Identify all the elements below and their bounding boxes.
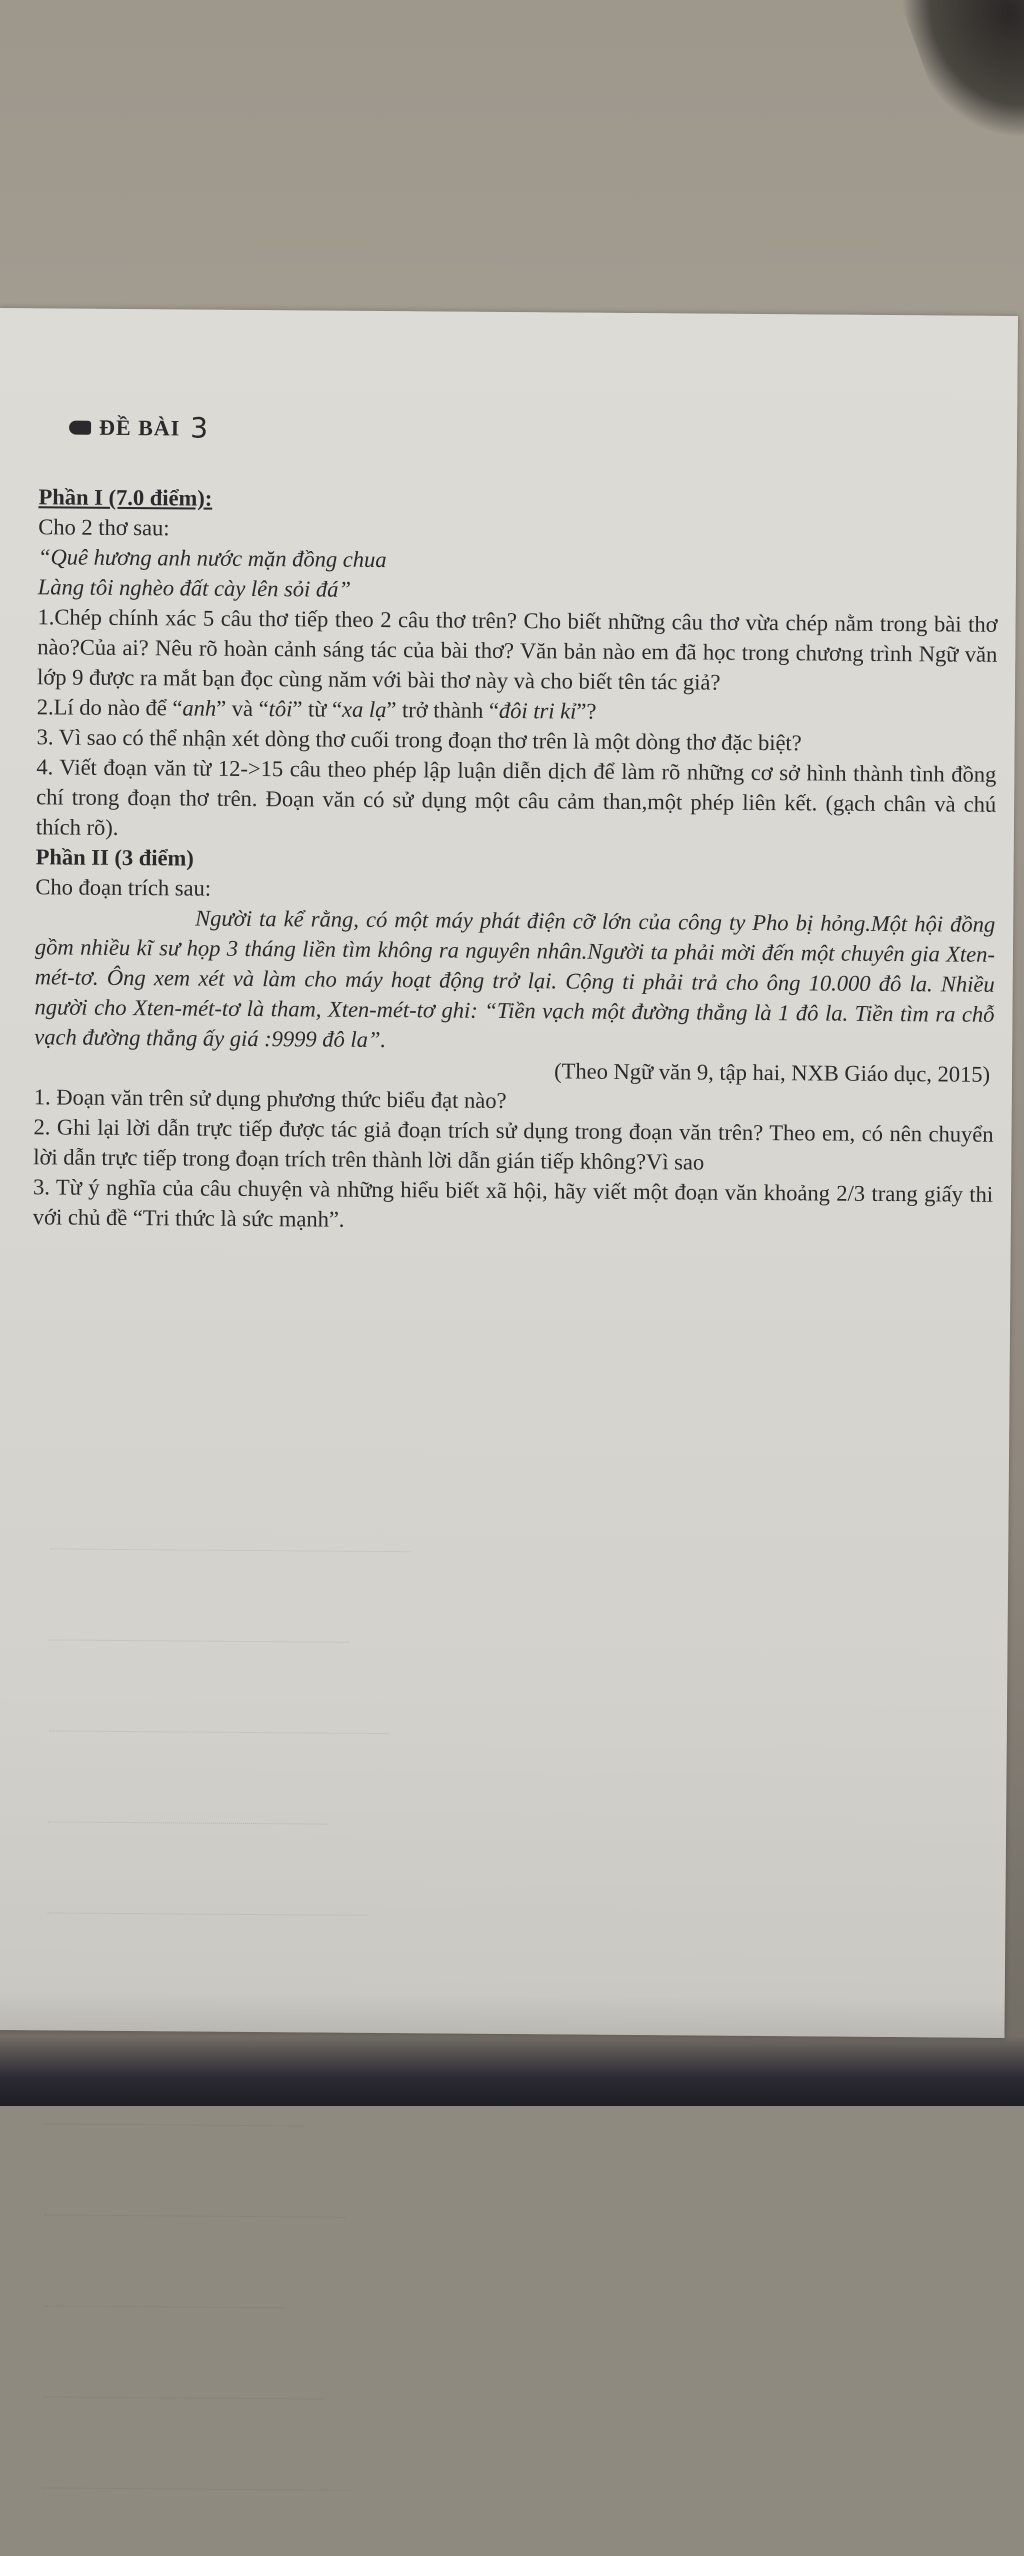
part2-heading: Phần II (3 điểm): [35, 844, 194, 871]
q2-toi: tôi: [268, 696, 293, 722]
q2-mid2: ” từ “: [292, 696, 343, 722]
part1-question-1: 1.Chép chính xác 5 câu thơ tiếp theo 2 câu thơ trên? Cho biết những câu thơ vừa chép nằm trong bài thơ nào?Của ai? Nêu rõ hoàn cảnh sáng tác của bài thơ? Văn bản nào em đã học trong chương trình Ngữ văn lớp 9 được ra mắt bạn đọc cùng năm với bài thơ này và cho biết tên tác giả?: [37, 604, 998, 695]
q2-mid1: ” và “: [216, 695, 269, 722]
q2-anh: anh: [182, 695, 217, 721]
q2-doitriki: đôi tri kỉ: [498, 697, 577, 724]
part1-question-3: 3. Vì sao có thể nhận xét dòng thơ cuối trong đoạn thơ trên là một dòng thơ đặc biệt?: [36, 724, 802, 756]
exam-content: [33, 412, 999, 1240]
part2-passage: Người ta kể rằng, có một máy phát điện cỡ lớn của công ty Pho bị hỏng.Một hội đồng gồm nhiều kĩ sư họp 3 tháng liền tìm không ra nguyên nhân.Người ta phải mời đến một chuyên gia Xten-mét-tơ. Ông xem xét và làm cho máy hoạt động trở lại. Cộng ti phải trả cho ông 10.000 đô la. Nhiều người cho Xten-mét-tơ là tham, Xten-mét-tơ ghi: “Tiền vạch một đường thẳng là 1 đô la. Tiền tìm ra chỗ vạch đường thẳng ấy giá :9999 đô la”.: [34, 905, 996, 1053]
q2-suffix: ”?: [576, 698, 597, 724]
part1-heading: Phần I (7.0 điểm):: [38, 484, 213, 511]
poem-line-2: Làng tôi nghèo đất cày lên sỏi đá”: [37, 574, 352, 602]
part2-question-1: 1. Đoạn văn trên sử dụng phương thức biểu đạt nào?: [33, 1084, 507, 1114]
bullet-icon: [69, 421, 91, 435]
q2-mid3: ” trở thành “: [386, 697, 500, 723]
part2-intro: Cho đoạn trích sau:: [35, 874, 212, 901]
poem-line-1: “Quê hương anh nước mặn đồng chua: [37, 544, 387, 573]
exam-title-text: ĐỀ BÀI: [98, 414, 181, 441]
exam-paper-sheet: [0, 308, 1018, 2038]
exam-title: [69, 413, 999, 450]
part2-question-2: 2. Ghi lại lời dẫn trực tiếp được tác giả đoạn trích sử dụng trong đoạn văn trên? Theo em, có nên chuyển lời dẫn trực tiếp trong đoạn trích trên thành lời dẫn gián tiếp không?Vì sao: [33, 1114, 994, 1175]
handwritten-number: 3: [190, 411, 210, 445]
q2-prefix: 2.Lí do nào để “: [36, 694, 183, 721]
q2-xala: xa lạ: [342, 696, 387, 723]
part1-intro: Cho 2 thơ sau:: [38, 514, 170, 541]
part1-question-4: 4. Viết đoạn văn từ 12->15 câu theo phép lập luận diễn dịch để làm rõ những cơ sở hình thành tình đồng chí trong đoạn thơ trên. Đoạn văn có sử dụng một câu cảm than,một phép liên kết. (gạch chân và chú thích rõ).: [35, 754, 997, 840]
passage-source: (Theo Ngữ văn 9, tập hai, NXB Giáo dục, 2015): [554, 1058, 991, 1087]
bleed-through-marks: [48, 1458, 471, 1881]
part2-question-3: 3. Từ ý nghĩa của câu chuyện và những hiểu biết xã hội, hãy viết một đoạn văn khoảng 2/3 trang giấy thi với chủ đề “Tri thức là sức mạnh”.: [32, 1174, 994, 1232]
